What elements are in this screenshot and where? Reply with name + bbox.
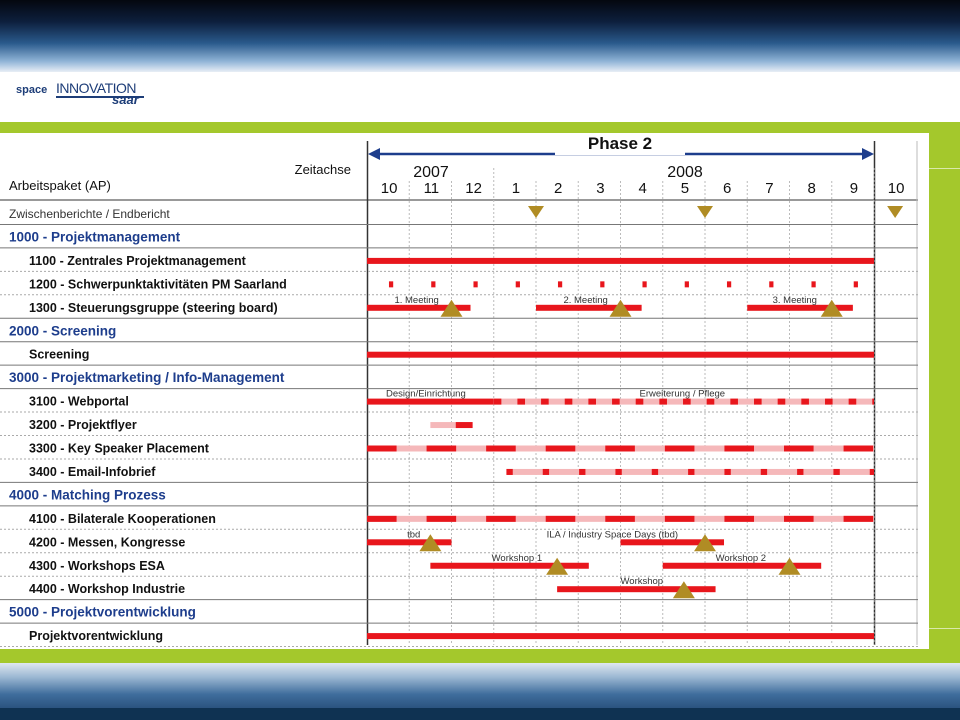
frame-divider [929, 168, 960, 169]
month-label: 8 [807, 180, 816, 197]
month-axis [381, 180, 905, 197]
bar-webportal-pflege [872, 399, 874, 405]
section-heading: 1000 - Projektmanagement [9, 229, 181, 245]
bar-email-infobrief [724, 469, 730, 475]
bar-pm-saarland-dot [727, 281, 731, 287]
annotation-tbd: tbd [407, 529, 421, 541]
row-label: 4400 - Workshop Industrie [29, 582, 186, 597]
bar-key-speaker [427, 446, 457, 452]
row-label: Zwischenberichte / Endbericht [9, 207, 170, 221]
bar-bilaterale-kooperationen [605, 516, 635, 522]
bar-webportal-pflege [517, 399, 525, 405]
section-heading: 5000 - Projektvorentwicklung [9, 604, 196, 620]
bar-pm-saarland-dot [685, 281, 689, 287]
bar-pm-saarland-dot [558, 281, 562, 287]
bar-email-infobrief [543, 469, 549, 475]
bar-pm-saarland-dot [389, 281, 393, 287]
bar-key-speaker [724, 446, 754, 452]
bar-pm-saarland-dot [600, 281, 604, 287]
bar-email-infobrief [506, 469, 512, 475]
bar-email-infobrief [870, 469, 874, 475]
bar-pm-saarland-dot [473, 281, 477, 287]
annotation-meeting-3: 3. Meeting [772, 294, 817, 306]
bar-screening [367, 352, 874, 358]
month-label: 10 [380, 180, 398, 197]
bar-bilaterale-kooperationen [546, 516, 576, 522]
bar-webportal-pflege [494, 399, 502, 405]
row-label: Screening [29, 347, 90, 362]
month-label: 11 [423, 180, 440, 197]
bar-webportal-pflege [588, 399, 596, 405]
gantt-chart [0, 133, 929, 649]
bar-key-speaker [486, 446, 516, 452]
bar-email-infobrief [797, 469, 803, 475]
year-2007: 2007 [413, 164, 449, 181]
bar-bilaterale-kooperationen [367, 516, 397, 522]
earth-banner-top [0, 0, 960, 72]
row-label: 4200 - Messen, Kongresse [29, 535, 186, 550]
frame-divider [929, 628, 960, 629]
phase-arrow-left-head [368, 148, 380, 160]
bar-pm-saarland-dot [516, 281, 520, 287]
bar-webportal-pflege [565, 399, 573, 405]
bar-webportal-pflege [754, 399, 762, 405]
row-label: 1200 - Schwerpunktaktivitäten PM Saarland [29, 277, 287, 292]
annotation-design: Design/Einrichtung [386, 388, 466, 400]
bar-projektflyer [456, 422, 473, 428]
month-label: 10 [887, 180, 905, 197]
bar-webportal-pflege [801, 399, 809, 405]
bar-key-speaker [367, 446, 397, 452]
row-label: 3100 - Webportal [29, 394, 129, 409]
bar-pm-saarland-dot [769, 281, 773, 287]
bar-email-infobrief [615, 469, 621, 475]
bar-webportal-pflege [825, 399, 833, 405]
bar-webportal-pflege [849, 399, 857, 405]
logo-text-saar: saar [112, 92, 139, 107]
bar-projektvorentwicklung [367, 633, 874, 639]
gantt-panel [0, 133, 929, 649]
bar-bilaterale-kooperationen [665, 516, 695, 522]
month-label: 12 [465, 180, 482, 197]
logo-text-innovation: INNOVATION [56, 80, 137, 96]
section-heading: 4000 - Matching Prozess [9, 487, 166, 503]
year-2008: 2008 [667, 164, 703, 181]
bar-bilaterale-kooperationen [427, 516, 457, 522]
zwischenbericht-milestone [697, 206, 713, 218]
bar-webportal-pflege [612, 399, 620, 405]
month-label: 7 [765, 180, 774, 197]
row-label: 4100 - Bilaterale Kooperationen [29, 511, 216, 526]
zwischenbericht-milestone [528, 206, 544, 218]
phase-label: Phase 2 [587, 134, 653, 153]
space-innovation-saar-logo [16, 80, 156, 110]
row-label: 3200 - Projektflyer [29, 418, 137, 433]
annotation-workshop-1: Workshop 1 [491, 552, 543, 564]
month-label: 2 [553, 180, 563, 197]
row-label: 3300 - Key Speaker Placement [29, 441, 209, 456]
bar-key-speaker [665, 446, 695, 452]
bar-pm-saarland-dot [431, 281, 435, 287]
bar-pm-saarland-dot [811, 281, 815, 287]
bar-projektflyer-light [430, 422, 455, 428]
phase-arrow-right-head [862, 148, 874, 160]
bar-bilaterale-kooperationen [844, 516, 874, 522]
bar-bilaterale-kooperationen [724, 516, 754, 522]
bar-zentrales-pm [367, 258, 874, 264]
annotation-meeting-1: 1. Meeting [394, 294, 439, 306]
bar-pm-saarland-dot [854, 281, 858, 287]
row-label: 1300 - Steuerungsgruppe (steering board) [29, 300, 278, 315]
bar-bilaterale-kooperationen [784, 516, 814, 522]
annotation-workshop: Workshop [620, 576, 664, 588]
month-label: 6 [722, 180, 732, 197]
bar-email-infobrief [652, 469, 658, 475]
month-label: 1 [511, 180, 521, 197]
bar-bilaterale-kooperationen [486, 516, 516, 522]
annotation-erweiterung: Erweiterung / Pflege [639, 388, 726, 400]
row-labels [9, 207, 287, 643]
bar-key-speaker [546, 446, 576, 452]
annotation-ila: ILA / Industry Space Days (tbd) [546, 529, 679, 541]
month-label: 3 [596, 180, 605, 197]
annotation-workshop-2: Workshop 2 [715, 552, 767, 564]
row-label: 3400 - Email-Infobrief [29, 464, 156, 479]
logo-text-space: space [16, 84, 48, 96]
annotation-meeting-2: 2. Meeting [563, 294, 608, 306]
bottom-bar [0, 708, 960, 720]
bar-email-infobrief [688, 469, 694, 475]
bar-webportal-pflege [541, 399, 549, 405]
section-heading: 3000 - Projektmarketing / Info-Management [9, 370, 285, 386]
row-label: 4300 - Workshops ESA [29, 558, 165, 573]
bar-email-infobrief [833, 469, 839, 475]
bar-webportal-pflege [730, 399, 738, 405]
bar-email-infobrief [579, 469, 585, 475]
month-label: 9 [849, 180, 859, 197]
arbeitspaket-label: Arbeitspaket (AP) [9, 178, 111, 193]
row-label: Projektvorentwicklung [29, 629, 164, 644]
bar-email-infobrief [761, 469, 767, 475]
endbericht-milestone [887, 206, 903, 218]
bar-pm-saarland-dot [642, 281, 646, 287]
section-heading: 2000 - Screening [9, 323, 117, 339]
bar-key-speaker [784, 446, 814, 452]
bar-webportal-pflege [778, 399, 786, 405]
bar-key-speaker [844, 446, 874, 452]
row-label: 1100 - Zentrales Projektmanagement [29, 253, 246, 268]
month-label: 4 [638, 180, 647, 197]
month-label: 5 [680, 180, 690, 197]
zeitachse-label: Zeitachse [294, 162, 351, 177]
bar-key-speaker [605, 446, 635, 452]
